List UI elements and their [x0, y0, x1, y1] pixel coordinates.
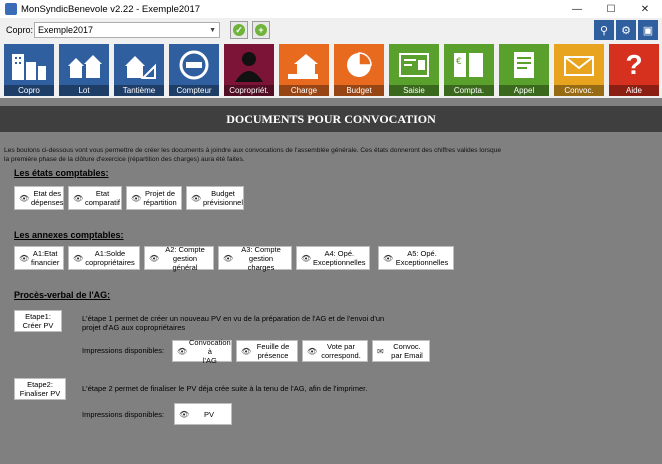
main-content [0, 98, 662, 464]
menu-copro[interactable] [4, 44, 54, 96]
title-bar [0, 0, 662, 18]
annexe-a1-solde-button[interactable]: 👁 A1:Solde copropriétaires [68, 246, 140, 270]
page-header [0, 106, 662, 132]
key-icon[interactable]: ⚲ [594, 20, 614, 40]
buildings-icon [4, 44, 54, 85]
eye-icon: 👁 [19, 193, 30, 203]
etape2-finaliser-pv-button[interactable]: Etape2: Finaliser PV [14, 378, 66, 400]
annexe-a4-button[interactable]: 👁 A4: Opé. Exceptionnelles [296, 246, 370, 270]
etat-comparatif-button[interactable]: 👁 Etat comparatif [68, 186, 122, 210]
menu-label: Saisie [389, 85, 439, 96]
menu-compteur[interactable] [169, 44, 219, 96]
house-hand-icon [279, 44, 329, 85]
step1-description: L'étape 1 permet de créer un nouveau PV en vu de la préparation de l'AG et de l'envoi d'un projet d'AG aux copropriétaires [82, 314, 385, 332]
annexe-a2-button[interactable]: 👁 A2: Compte gestion général [144, 246, 214, 270]
projet-repartition-button[interactable]: 👁 Projet de répartition [126, 186, 182, 210]
eye-icon: 👁 [149, 253, 160, 263]
section-annexes-title: Les annexes comptables: [14, 230, 124, 240]
convoc-email-button[interactable]: ✉ Convoc. par Email [372, 340, 430, 362]
gear-icon[interactable]: ⚙ [616, 20, 636, 40]
close-icon[interactable]: ✕ [640, 3, 650, 15]
annexe-a3-button[interactable]: 👁 A3: Compte gestion charges [218, 246, 292, 270]
eye-icon: 👁 [307, 346, 318, 356]
eye-icon: 👁 [223, 253, 234, 263]
menu-label: Compteur [169, 85, 219, 96]
intro-line-2: la première phase de la clôture d'exercice (répartition des charges) aura été faites. [4, 156, 245, 163]
eye-icon: 👁 [241, 346, 252, 356]
eye-icon: 👁 [73, 253, 84, 263]
eye-icon: 👁 [179, 409, 190, 419]
menu-label: Compta. [444, 85, 494, 96]
receipt-icon [389, 44, 439, 85]
etape1-creer-pv-button[interactable]: Etape1: Créer PV [14, 310, 62, 332]
validate-button[interactable] [230, 21, 248, 39]
menu-label: Copropriét. [224, 85, 274, 96]
menu-compta[interactable] [444, 44, 494, 96]
section-etats-title: Les états comptables: [14, 168, 109, 178]
convocation-ag-button[interactable]: 👁 Convocation à l'AG [172, 340, 232, 362]
eye-icon: 👁 [73, 193, 84, 203]
person-icon [224, 44, 274, 85]
feuille-presence-button[interactable]: 👁 Feuille de présence [236, 340, 298, 362]
menu-label: Budget [334, 85, 384, 96]
annexe-a5-button[interactable]: 👁 A5: Opé. Exceptionnelles [378, 246, 454, 270]
menu-convoc[interactable] [554, 44, 604, 96]
menu-label: Aide [609, 85, 659, 96]
page-title: DOCUMENTS POUR CONVOCATION [226, 111, 436, 126]
add-copro-button[interactable] [252, 21, 270, 39]
pv-print-button[interactable]: 👁 PV [174, 403, 232, 425]
window-title: MonSyndicBenevole v2.22 - Exemple2017 [21, 3, 201, 15]
app-icon [5, 3, 17, 15]
intro-line-1: Les boutons ci-dessous vont vous permettre de créer les documents à joindre aux convocations de l'assemblée générale. Ces états donneront des chiffres valides lorsque [4, 147, 502, 154]
menu-saisie[interactable] [389, 44, 439, 96]
minimize-icon[interactable]: — [572, 3, 582, 15]
pie-chart-icon [334, 44, 384, 85]
menu-charge[interactable] [279, 44, 329, 96]
menu-label: Lot [59, 85, 109, 96]
impressions-label: Impressions disponibles: [82, 346, 165, 355]
menu-label: Copro [4, 85, 54, 96]
menu-lot[interactable] [59, 44, 109, 96]
chevron-down-icon: ▼ [209, 26, 216, 34]
envelope-icon: ✉ [377, 346, 384, 356]
annexe-a1-etat-financier-button[interactable]: 👁 A1:Etat financier [14, 246, 64, 270]
menu-aide[interactable] [609, 44, 659, 96]
eye-icon: 👁 [301, 253, 312, 263]
save-icon[interactable]: ▣ [638, 20, 658, 40]
menu-appel[interactable] [499, 44, 549, 96]
eye-icon: 👁 [177, 346, 188, 356]
vote-correspondance-button[interactable]: 👁 Vote par correspond. [302, 340, 368, 362]
envelope-icon [554, 44, 604, 85]
intro-text [4, 146, 504, 164]
menu-tantieme[interactable] [114, 44, 164, 96]
impressions-label-2: Impressions disponibles: [82, 410, 165, 419]
menu-label: Appel [499, 85, 549, 96]
menu-label: Charge [279, 85, 329, 96]
eye-icon: 👁 [191, 193, 202, 203]
budget-previsionnel-button[interactable]: 👁 Budget prévisionnel [186, 186, 244, 210]
menu-label: Convoc. [554, 85, 604, 96]
copro-label: Copro: [6, 25, 34, 35]
eye-icon: 👁 [383, 253, 394, 263]
eye-icon: 👁 [131, 193, 142, 203]
toolbar [0, 18, 662, 42]
houses-icon [59, 44, 109, 85]
menu-bar [0, 42, 662, 98]
section-pv-title: Procès-verbal de l'AG: [14, 290, 111, 300]
etat-depenses-button[interactable]: 👁 Etat des dépenses [14, 186, 64, 210]
svg-text:€: € [456, 56, 462, 67]
ruler-house-icon [114, 44, 164, 85]
question-mark-icon: ? [625, 48, 643, 80]
meter-icon [169, 44, 219, 85]
copro-select[interactable] [34, 22, 220, 38]
menu-coproprietaire[interactable] [224, 44, 274, 96]
plus-icon: + [255, 24, 267, 36]
ledger-icon [444, 44, 494, 85]
document-icon [499, 44, 549, 85]
step2-description: L'étape 2 permet de finaliser le PV déja crée suite à la tenu de l'AG, afin de l'imprimer. [82, 384, 368, 393]
eye-icon: 👁 [19, 253, 30, 263]
copro-select-value: Exemple2017 [38, 25, 94, 35]
menu-budget[interactable] [334, 44, 384, 96]
maximize-icon[interactable]: ☐ [606, 3, 616, 15]
check-icon: ✓ [233, 24, 245, 36]
menu-label: Tantième [114, 85, 164, 96]
